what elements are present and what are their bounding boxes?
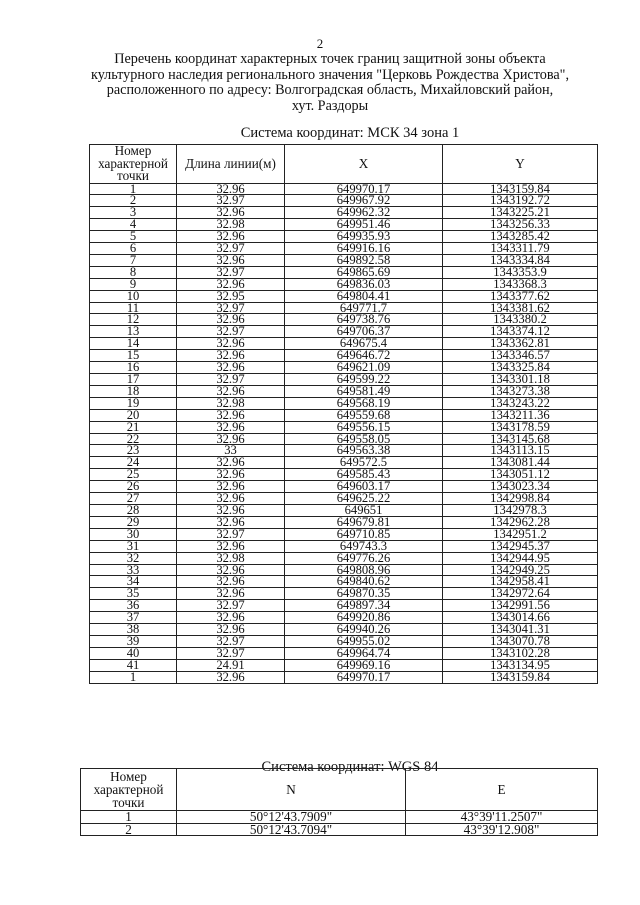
cell-line-length: 32.97	[177, 302, 285, 314]
cell-line-length: 32.96	[177, 516, 285, 528]
cell-point-number: 30	[90, 528, 177, 540]
cell-x: 649897.34	[285, 600, 443, 612]
table-row	[90, 564, 598, 576]
cell-point-number: 22	[90, 433, 177, 445]
cell-point-number: 27	[90, 493, 177, 505]
table-row	[90, 671, 598, 683]
cell-y: 1343023.34	[443, 481, 598, 493]
cell-point-number: 8	[90, 266, 177, 278]
cell-y: 1343368.3	[443, 278, 598, 290]
cell-x: 649969.16	[285, 659, 443, 671]
cell-line-length: 32.96	[177, 588, 285, 600]
table-row	[90, 635, 598, 647]
cell-x: 649646.72	[285, 350, 443, 362]
table-row	[90, 362, 598, 374]
cell-point-number: 25	[90, 469, 177, 481]
cell-line-length: 24.91	[177, 659, 285, 671]
cell-y: 1343285.42	[443, 231, 598, 243]
cell-y: 1343134.95	[443, 659, 598, 671]
cell-y: 1343243.22	[443, 397, 598, 409]
cell-x: 649808.96	[285, 564, 443, 576]
table-row	[90, 183, 598, 195]
cell-y: 1343178.59	[443, 421, 598, 433]
cell-point-number: 35	[90, 588, 177, 600]
table-row	[90, 266, 598, 278]
cell-line-length: 32.96	[177, 338, 285, 350]
cell-n: 50°12'43.7909"	[177, 811, 406, 824]
cell-point-number: 2	[90, 195, 177, 207]
cell-point-number: 15	[90, 350, 177, 362]
cell-y: 1343081.44	[443, 457, 598, 469]
cell-y: 1343014.66	[443, 612, 598, 624]
cell-y: 1342949.25	[443, 564, 598, 576]
cell-line-length: 32.96	[177, 421, 285, 433]
cell-x: 649651	[285, 504, 443, 516]
table-row	[90, 409, 598, 421]
cell-y: 1343334.84	[443, 254, 598, 266]
title-line: расположенного по адресу: Волгоградская область, Михайловский район,	[106, 82, 554, 98]
table-row	[90, 421, 598, 433]
cell-y: 1343051.12	[443, 469, 598, 481]
cell-x: 649599.22	[285, 374, 443, 386]
cell-y: 1343225.21	[443, 207, 598, 219]
table-row	[90, 314, 598, 326]
cell-x: 649940.26	[285, 624, 443, 636]
table-row	[90, 302, 598, 314]
table-row	[90, 195, 598, 207]
table-row	[90, 243, 598, 255]
table-row	[90, 504, 598, 516]
cell-y: 1343377.62	[443, 290, 598, 302]
cell-y: 1343273.38	[443, 385, 598, 397]
cell-y: 1342945.37	[443, 540, 598, 552]
cell-line-length: 32.96	[177, 671, 285, 683]
cell-line-length: 32.97	[177, 326, 285, 338]
table-row	[90, 493, 598, 505]
cell-y: 1343159.84	[443, 183, 598, 195]
table-row	[90, 612, 598, 624]
header-x: X	[285, 145, 443, 184]
cell-line-length: 32.96	[177, 504, 285, 516]
cell-x: 649865.69	[285, 266, 443, 278]
cell-point-number: 1	[81, 811, 177, 824]
table1-body	[90, 183, 598, 683]
header-n: N	[177, 769, 406, 811]
table-row	[90, 374, 598, 386]
cell-y: 1342944.95	[443, 552, 598, 564]
page-number: 2	[316, 36, 324, 51]
cell-point-number: 2	[81, 823, 177, 836]
cell-x: 649585.43	[285, 469, 443, 481]
cell-line-length: 32.97	[177, 528, 285, 540]
table-row	[90, 231, 598, 243]
wgs84-coordinates-table	[80, 768, 598, 836]
cell-point-number: 4	[90, 219, 177, 231]
cell-y: 1343380.2	[443, 314, 598, 326]
cell-point-number: 7	[90, 254, 177, 266]
cell-y: 1343311.79	[443, 243, 598, 255]
cell-point-number: 32	[90, 552, 177, 564]
cell-x: 649836.03	[285, 278, 443, 290]
cell-point-number: 1	[90, 183, 177, 195]
table-row	[90, 600, 598, 612]
table-row	[90, 338, 598, 350]
cell-point-number: 23	[90, 445, 177, 457]
cell-point-number: 6	[90, 243, 177, 255]
cell-line-length: 32.96	[177, 481, 285, 493]
table-row	[90, 540, 598, 552]
title-line: культурного наследия регионального значения "Церковь Рождества Христова",	[91, 66, 569, 83]
cell-line-length: 32.96	[177, 493, 285, 505]
cell-point-number: 18	[90, 385, 177, 397]
table-row	[90, 576, 598, 588]
cell-point-number: 11	[90, 302, 177, 314]
document-title	[80, 52, 580, 114]
cell-line-length: 32.96	[177, 362, 285, 374]
cell-y: 1343301.18	[443, 374, 598, 386]
cell-point-number: 5	[90, 231, 177, 243]
table-row	[90, 528, 598, 540]
cell-x: 649568.19	[285, 397, 443, 409]
cell-point-number: 3	[90, 207, 177, 219]
msk34-coordinates-table	[89, 144, 598, 684]
table-row	[90, 219, 598, 231]
cell-point-number: 33	[90, 564, 177, 576]
table-row	[90, 659, 598, 671]
cell-line-length: 32.96	[177, 433, 285, 445]
cell-line-length: 32.96	[177, 564, 285, 576]
table-row	[90, 588, 598, 600]
cell-line-length: 32.97	[177, 374, 285, 386]
cell-point-number: 36	[90, 600, 177, 612]
cell-x: 649955.02	[285, 635, 443, 647]
table-row	[81, 811, 598, 824]
table-row	[90, 647, 598, 659]
cell-point-number: 24	[90, 457, 177, 469]
table-row	[90, 254, 598, 266]
table-row	[90, 207, 598, 219]
cell-line-length: 32.96	[177, 612, 285, 624]
cell-x: 649840.62	[285, 576, 443, 588]
cell-x: 649625.22	[285, 493, 443, 505]
cell-y: 1343346.57	[443, 350, 598, 362]
cell-line-length: 32.96	[177, 576, 285, 588]
cell-y: 1342998.84	[443, 493, 598, 505]
cell-x: 649581.49	[285, 385, 443, 397]
cell-point-number: 37	[90, 612, 177, 624]
cell-n: 50°12'43.7094"	[177, 823, 406, 836]
cell-point-number: 13	[90, 326, 177, 338]
cell-x: 649572.5	[285, 457, 443, 469]
cell-x: 649970.17	[285, 671, 443, 683]
cell-x: 649935.93	[285, 231, 443, 243]
cell-line-length: 32.96	[177, 624, 285, 636]
cell-line-length: 32.97	[177, 600, 285, 612]
cell-line-length: 32.97	[177, 266, 285, 278]
table-row	[90, 516, 598, 528]
cell-line-length: 32.96	[177, 278, 285, 290]
table2-body	[81, 811, 598, 836]
cell-x: 649776.26	[285, 552, 443, 564]
table-row	[90, 457, 598, 469]
cell-x: 649603.17	[285, 481, 443, 493]
cell-y: 1343159.84	[443, 671, 598, 683]
cell-point-number: 12	[90, 314, 177, 326]
header-line-length: Длина линии(м)	[177, 145, 285, 184]
cell-y: 1343353.9	[443, 266, 598, 278]
table-row	[90, 397, 598, 409]
cell-x: 649920.86	[285, 612, 443, 624]
cell-point-number: 38	[90, 624, 177, 636]
cell-y: 1343381.62	[443, 302, 598, 314]
cell-x: 649804.41	[285, 290, 443, 302]
cell-line-length: 32.95	[177, 290, 285, 302]
cell-y: 1343145.68	[443, 433, 598, 445]
cell-line-length: 32.97	[177, 635, 285, 647]
cell-point-number: 19	[90, 397, 177, 409]
cell-x: 649563.38	[285, 445, 443, 457]
cell-line-length: 32.97	[177, 647, 285, 659]
cell-x: 649964.74	[285, 647, 443, 659]
cell-y: 1342958.41	[443, 576, 598, 588]
cell-line-length: 32.96	[177, 350, 285, 362]
cell-x: 649743.3	[285, 540, 443, 552]
cell-line-length: 32.96	[177, 231, 285, 243]
cell-line-length: 32.96	[177, 540, 285, 552]
cell-y: 1342972.64	[443, 588, 598, 600]
cell-point-number: 9	[90, 278, 177, 290]
title-line: хут. Раздоры	[291, 97, 369, 114]
table-row	[90, 469, 598, 481]
table-row	[90, 385, 598, 397]
table2-caption: Система координат: WGS 84	[261, 759, 439, 775]
cell-point-number: 16	[90, 362, 177, 374]
cell-y: 1343192.72	[443, 195, 598, 207]
cell-y: 1343211.36	[443, 409, 598, 421]
cell-point-number: 1	[90, 671, 177, 683]
cell-x: 649621.09	[285, 362, 443, 374]
cell-e: 43°39'11.2507"	[406, 811, 598, 824]
cell-line-length: 32.96	[177, 314, 285, 326]
cell-point-number: 41	[90, 659, 177, 671]
table-header-row	[90, 145, 598, 184]
cell-y: 1342951.2	[443, 528, 598, 540]
table-row	[90, 278, 598, 290]
cell-x: 649916.16	[285, 243, 443, 255]
cell-x: 649970.17	[285, 183, 443, 195]
cell-line-length: 32.96	[177, 254, 285, 266]
cell-x: 649870.35	[285, 588, 443, 600]
cell-line-length: 32.96	[177, 207, 285, 219]
cell-line-length: 32.98	[177, 219, 285, 231]
cell-x: 649892.58	[285, 254, 443, 266]
table-row	[90, 326, 598, 338]
cell-x: 649710.85	[285, 528, 443, 540]
table-header-row	[81, 769, 598, 811]
cell-point-number: 29	[90, 516, 177, 528]
table-row	[90, 350, 598, 362]
table-row	[90, 433, 598, 445]
title-line: Перечень координат характерных точек границ защитной зоны объекта	[114, 51, 546, 67]
cell-point-number: 17	[90, 374, 177, 386]
cell-line-length: 32.96	[177, 457, 285, 469]
cell-line-length: 32.97	[177, 195, 285, 207]
cell-line-length: 32.96	[177, 183, 285, 195]
header-y: Y	[443, 145, 598, 184]
cell-point-number: 28	[90, 504, 177, 516]
cell-e: 43°39'12.908"	[406, 823, 598, 836]
cell-y: 1343113.15	[443, 445, 598, 457]
cell-point-number: 40	[90, 647, 177, 659]
cell-point-number: 34	[90, 576, 177, 588]
cell-y: 1343102.28	[443, 647, 598, 659]
table-row	[90, 445, 598, 457]
cell-x: 649556.15	[285, 421, 443, 433]
cell-x: 649559.68	[285, 409, 443, 421]
cell-line-length: 32.98	[177, 397, 285, 409]
cell-y: 1342978.3	[443, 504, 598, 516]
cell-x: 649771.7	[285, 302, 443, 314]
cell-y: 1343325.84	[443, 362, 598, 374]
cell-point-number: 39	[90, 635, 177, 647]
cell-line-length: 33	[177, 445, 285, 457]
header-e: E	[406, 769, 598, 811]
table-row	[81, 823, 598, 836]
cell-x: 649679.81	[285, 516, 443, 528]
cell-point-number: 20	[90, 409, 177, 421]
cell-y: 1343070.78	[443, 635, 598, 647]
cell-line-length: 32.97	[177, 243, 285, 255]
cell-line-length: 32.96	[177, 409, 285, 421]
cell-y: 1342962.28	[443, 516, 598, 528]
cell-x: 649675.4	[285, 338, 443, 350]
cell-point-number: 10	[90, 290, 177, 302]
cell-point-number: 21	[90, 421, 177, 433]
cell-point-number: 31	[90, 540, 177, 552]
table1-caption: Система координат: МСК 34 зона 1	[240, 125, 460, 141]
cell-y: 1343362.81	[443, 338, 598, 350]
cell-x: 649738.76	[285, 314, 443, 326]
cell-line-length: 32.96	[177, 385, 285, 397]
cell-point-number: 26	[90, 481, 177, 493]
cell-x: 649558.05	[285, 433, 443, 445]
table-row	[90, 552, 598, 564]
cell-point-number: 14	[90, 338, 177, 350]
cell-x: 649967.92	[285, 195, 443, 207]
table-row	[90, 624, 598, 636]
cell-x: 649951.46	[285, 219, 443, 231]
table-row	[90, 290, 598, 302]
cell-x: 649962.32	[285, 207, 443, 219]
header-point-number: Номер характерной точки	[90, 145, 177, 184]
cell-line-length: 32.98	[177, 552, 285, 564]
cell-line-length: 32.96	[177, 469, 285, 481]
cell-y: 1343256.33	[443, 219, 598, 231]
header-point-number: Номер характерной точки	[81, 769, 177, 811]
cell-y: 1343374.12	[443, 326, 598, 338]
table-row	[90, 481, 598, 493]
cell-y: 1342991.56	[443, 600, 598, 612]
cell-x: 649706.37	[285, 326, 443, 338]
cell-y: 1343041.31	[443, 624, 598, 636]
